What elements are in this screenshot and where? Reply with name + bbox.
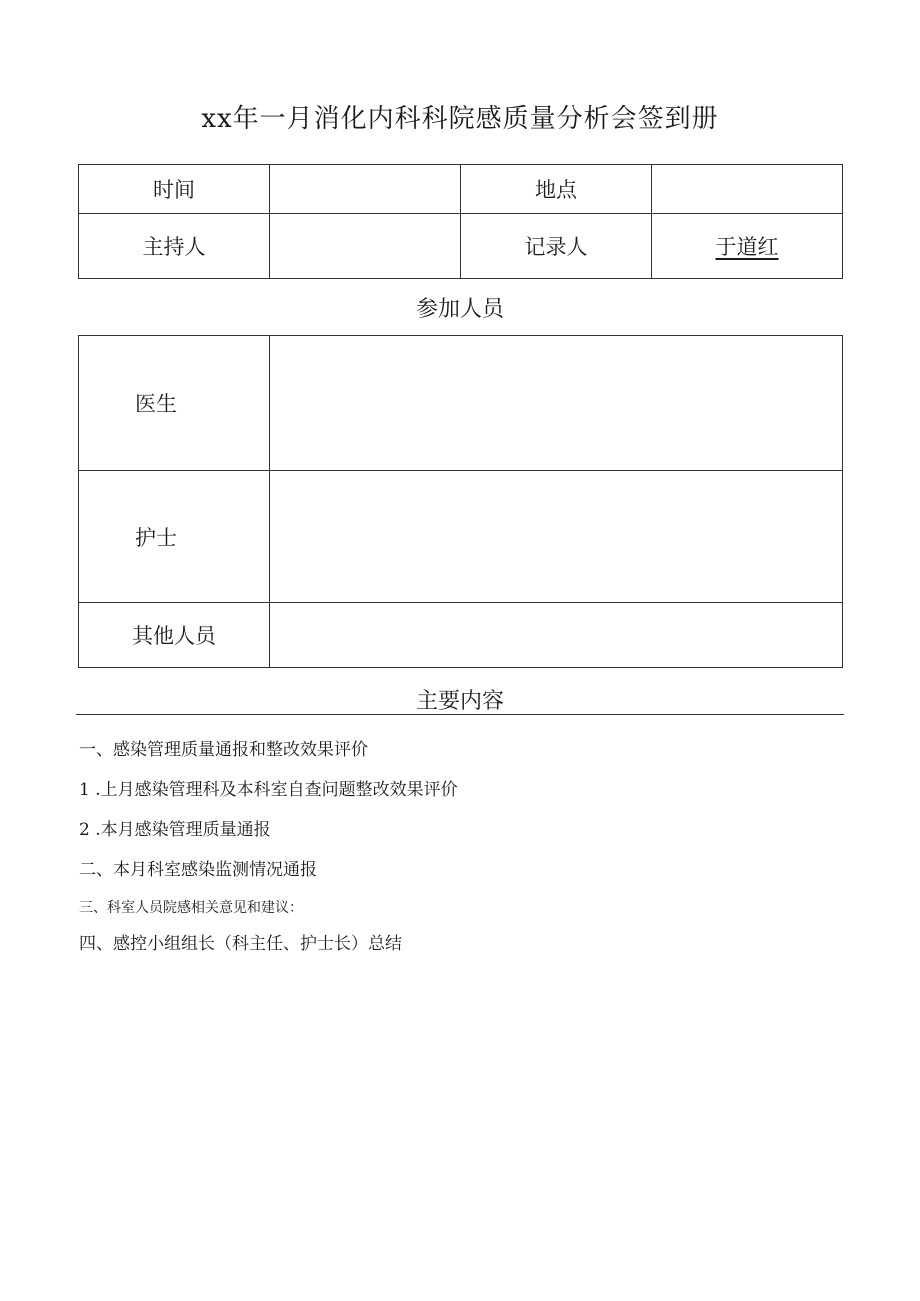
info-row-time-location bbox=[79, 165, 843, 214]
host-label: 主持人 bbox=[79, 214, 270, 279]
time-label: 时间 bbox=[79, 165, 270, 214]
participants-table bbox=[78, 335, 843, 668]
nurse-signature-cell[interactable] bbox=[270, 471, 843, 603]
list-item: 四、感控小组组长（科主任、护士长）总结 bbox=[79, 934, 402, 954]
list-item: 1 .上月感染管理科及本科室自查问题整改效果评价 bbox=[79, 780, 458, 800]
location-value-cell[interactable] bbox=[652, 165, 843, 214]
recorder-value-cell[interactable] bbox=[652, 214, 843, 279]
meeting-info-table bbox=[78, 164, 843, 279]
list-item: 二、本月科室感染监测情况通报 bbox=[79, 860, 317, 880]
main-content-divider bbox=[76, 714, 844, 715]
participants-row-nurse bbox=[79, 471, 843, 603]
participants-row-others bbox=[79, 603, 843, 668]
participants-row-doctor bbox=[79, 336, 843, 471]
main-content-heading: 主要内容 bbox=[415, 689, 504, 714]
document-title: xx年一月消化内科科院感质量分析会签到册 bbox=[201, 104, 719, 134]
others-label: 其他人员 bbox=[79, 603, 270, 668]
list-item: 2 .本月感染管理质量通报 bbox=[79, 820, 271, 840]
host-value-cell[interactable] bbox=[270, 214, 461, 279]
info-row-host-recorder bbox=[79, 214, 843, 279]
recorder-label: 记录人 bbox=[461, 214, 652, 279]
list-item: 一、感染管理质量通报和整改效果评价 bbox=[79, 740, 368, 760]
doctor-label: 医生 bbox=[79, 336, 270, 471]
doctor-signature-cell[interactable] bbox=[270, 336, 843, 471]
others-signature-cell[interactable] bbox=[270, 603, 843, 668]
participants-heading: 参加人员 bbox=[415, 297, 504, 322]
location-label: 地点 bbox=[461, 165, 652, 214]
recorder-name: 于道红 bbox=[715, 235, 779, 259]
nurse-label: 护士 bbox=[79, 471, 270, 603]
list-item: 三、科室人员院感相关意见和建议： bbox=[79, 900, 303, 916]
main-content-list bbox=[79, 740, 839, 954]
time-value-cell[interactable] bbox=[270, 165, 461, 214]
